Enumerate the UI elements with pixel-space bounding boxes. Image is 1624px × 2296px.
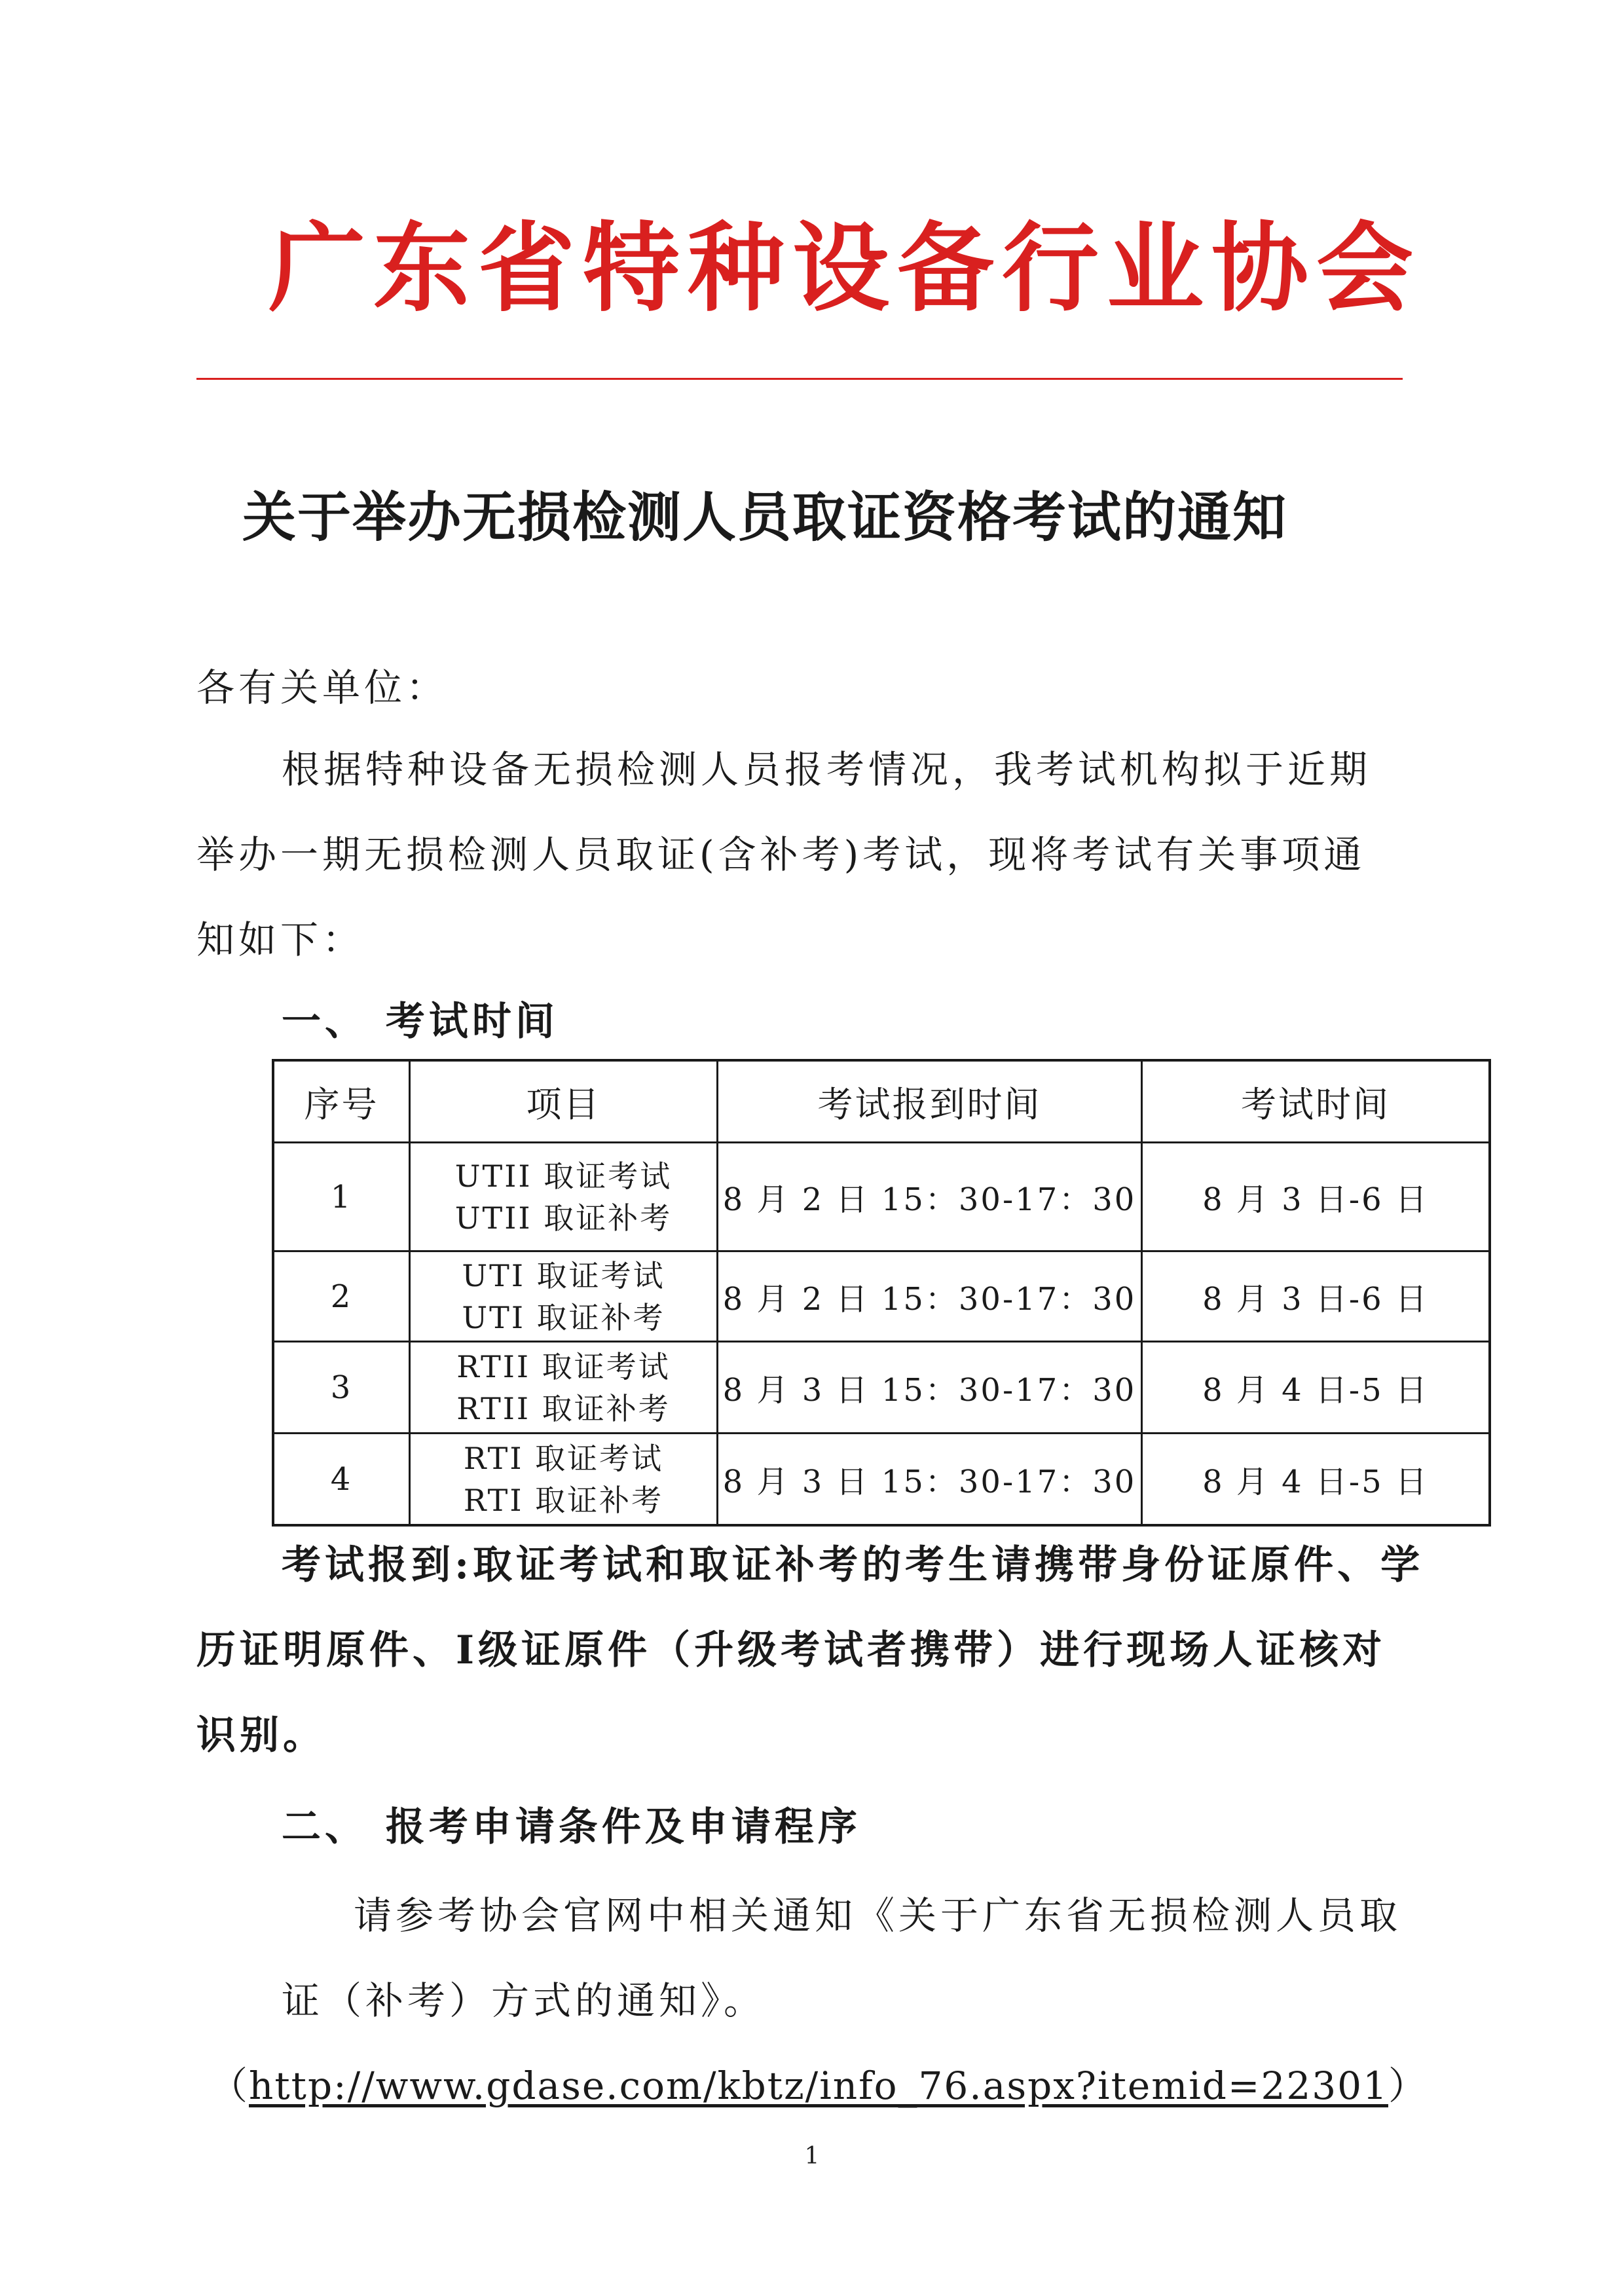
- cell-exam-time: 8 月 4 日-5 日: [1142, 1342, 1490, 1434]
- column-header-checkin: 考试报到时间: [718, 1060, 1142, 1143]
- section-heading-exam-time: 一、 考试时间: [282, 999, 559, 1045]
- table-row: [273, 1251, 1490, 1342]
- intro-line: 举办一期无损检测人员取证(含补考)考试，现将考试有关事项通: [196, 832, 1366, 877]
- document-title: 关于举办无损检测人员取证资格考试的通知: [242, 486, 1288, 549]
- url-open-paren: （: [210, 2064, 249, 2108]
- intro-line: 根据特种设备无损检测人员报考情况，我考试机构拟于近期: [282, 747, 1372, 792]
- item-line: RTII 取证补考: [456, 1390, 671, 1426]
- url-close-paren: ）: [1388, 2064, 1428, 2108]
- item-line: UTII 取证考试: [454, 1158, 673, 1194]
- cell-no: 1: [273, 1143, 410, 1251]
- cell-checkin: 8 月 3 日 15：30-17：30: [718, 1342, 1142, 1434]
- cell-checkin: 8 月 2 日 15：30-17：30: [718, 1143, 1142, 1251]
- salutation: 各有关单位：: [196, 665, 449, 710]
- item-line: UTI 取证考试: [462, 1257, 665, 1293]
- column-header-exam-time: 考试时间: [1142, 1060, 1490, 1143]
- organization-header: 广东省特种设备行业协会: [268, 212, 1421, 325]
- column-header-item: 项目: [410, 1060, 718, 1143]
- table-row: [273, 1434, 1490, 1526]
- report-note-line: 识别。: [196, 1713, 326, 1758]
- item-line: UTII 取证补考: [454, 1200, 673, 1236]
- cell-checkin: 8 月 2 日 15：30-17：30: [718, 1251, 1142, 1342]
- reference-url-line: [210, 2043, 1428, 2128]
- section-heading-application: 二、 报考申请条件及申请程序: [282, 1804, 861, 1850]
- report-note-line: 历证明原件、Ⅰ级证原件（升级考试者携带）进行现场人证核对: [196, 1627, 1386, 1673]
- reference-url-link[interactable]: http://www.gdase.com/kbtz/info_76.aspx?itemid=22301: [249, 2064, 1388, 2108]
- cell-no: 2: [273, 1251, 410, 1342]
- cell-no: 4: [273, 1434, 410, 1526]
- table-header-row: [273, 1060, 1490, 1143]
- table-row: [273, 1143, 1490, 1251]
- cell-no: 3: [273, 1342, 410, 1434]
- reference-line: 证（补考）方式的通知》。: [282, 1978, 766, 2023]
- cell-checkin: 8 月 3 日 15：30-17：30: [718, 1434, 1142, 1526]
- table-row: [273, 1342, 1490, 1434]
- cell-item: [410, 1251, 718, 1342]
- page-number: 1: [804, 2143, 820, 2170]
- cell-item: [410, 1434, 718, 1526]
- cell-exam-time: 8 月 3 日-6 日: [1142, 1251, 1490, 1342]
- reference-line: 请参考协会官网中相关通知《关于广东省无损检测人员取: [354, 1893, 1402, 1938]
- cell-exam-time: 8 月 4 日-5 日: [1142, 1434, 1490, 1526]
- column-header-no: 序号: [273, 1060, 410, 1143]
- cell-item: [410, 1143, 718, 1251]
- item-line: RTI 取证考试: [463, 1440, 664, 1476]
- cell-item: [410, 1342, 718, 1434]
- item-line: RTII 取证考试: [456, 1348, 671, 1384]
- item-line: UTI 取证补考: [462, 1299, 665, 1335]
- cell-exam-time: 8 月 3 日-6 日: [1142, 1143, 1490, 1251]
- exam-schedule-table: [272, 1059, 1491, 1527]
- header-divider: [196, 378, 1403, 380]
- intro-line: 知如下：: [196, 917, 365, 962]
- report-note-line: 考试报到:取证考试和取证补考的考生请携带身份证原件、学: [282, 1542, 1424, 1588]
- item-line: RTI 取证补考: [463, 1482, 664, 1518]
